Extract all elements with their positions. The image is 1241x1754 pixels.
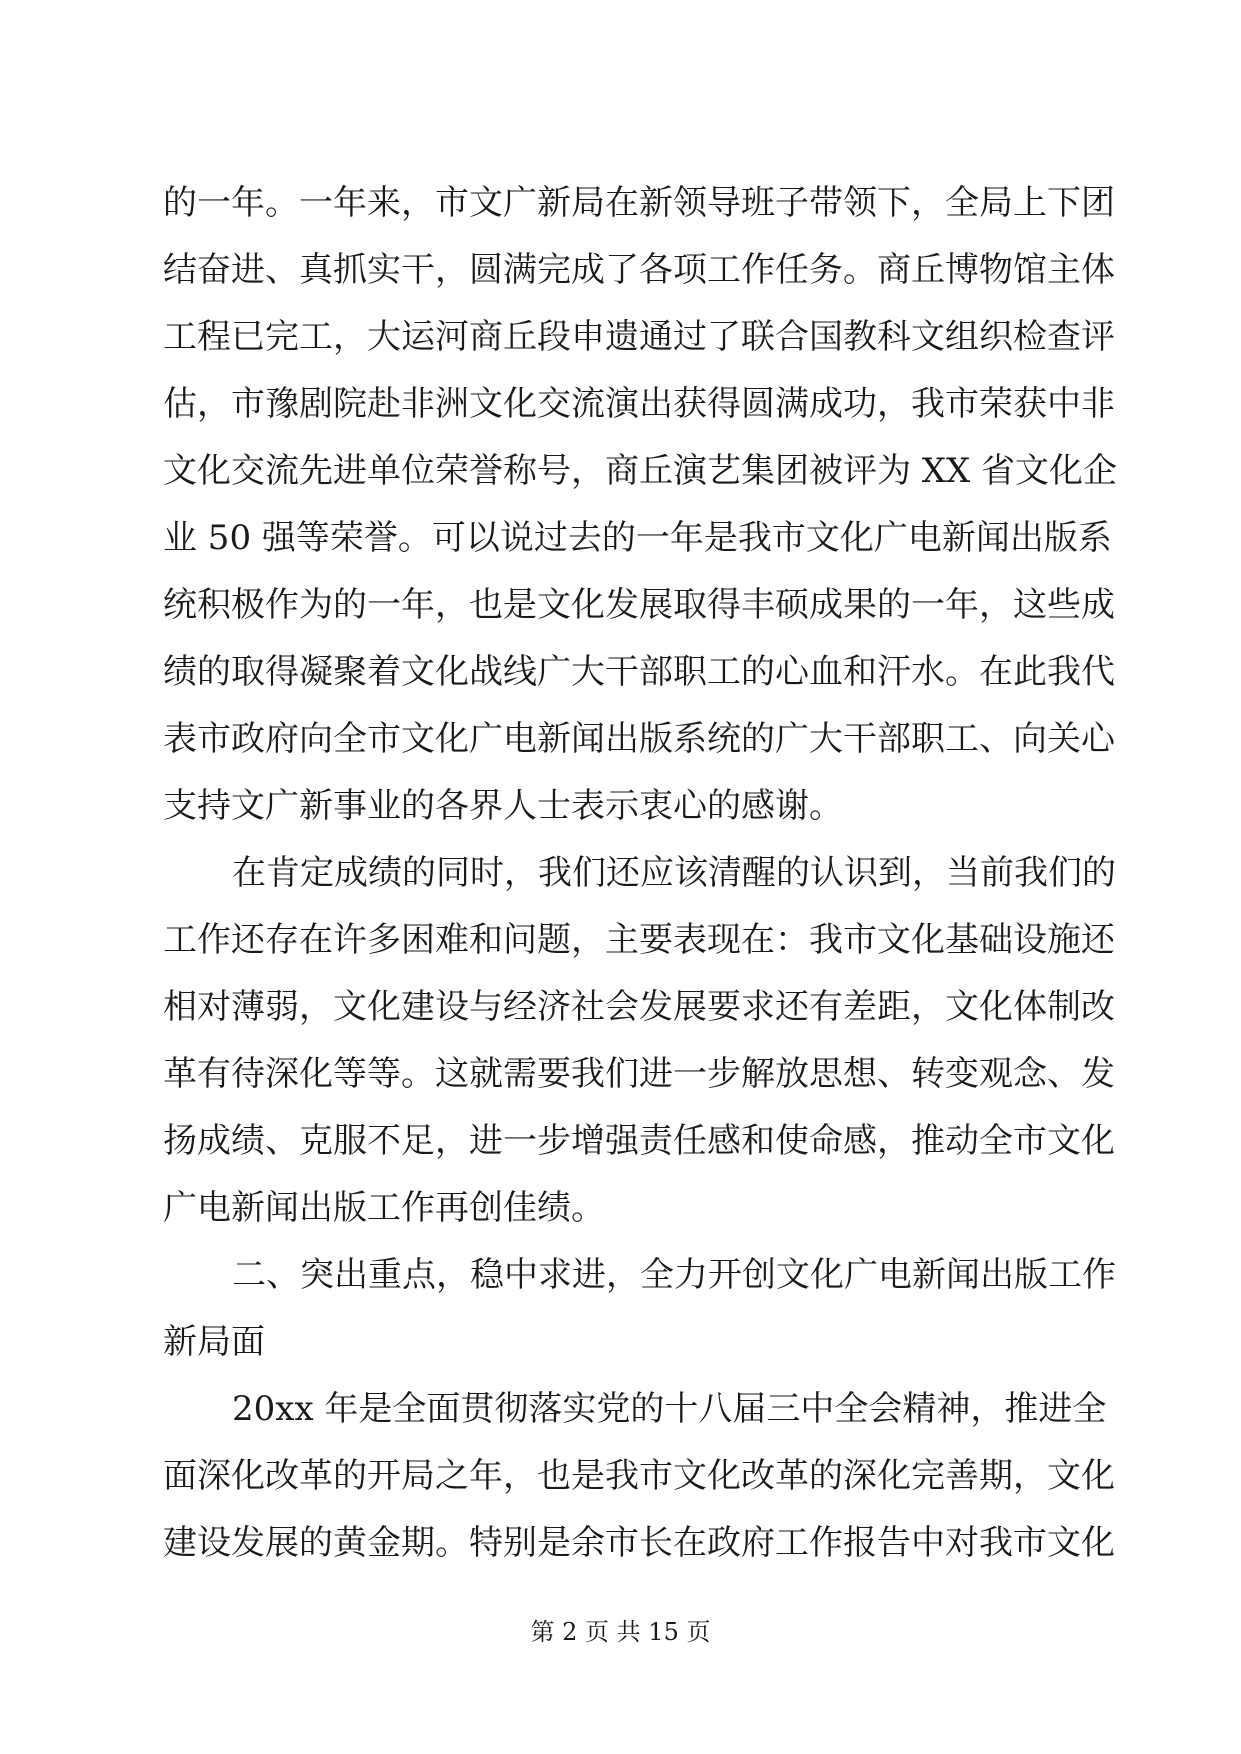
text-line: 结奋进、真抓实干，圆满完成了各项工作任务。商丘博物馆主体 <box>163 250 1115 290</box>
text-line: 绩的取得凝聚着文化战线广大干部职工的心血和汗水。在此我代 <box>163 652 1115 692</box>
text-line: 表市政府向全市文化广电新闻出版系统的广大干部职工、向关心 <box>163 719 1115 759</box>
section-heading-line: 新局面 <box>163 1322 265 1362</box>
text-line: 工程已完工，大运河商丘段申遗通过了联合国教科文组织检查评 <box>163 317 1115 357</box>
text-line: 的一年。一年来，市文广新局在新领导班子带领下，全局上下团 <box>163 183 1115 223</box>
text-line: 业 50 强等荣誉。可以说过去的一年是我市文化广电新闻出版系 <box>163 518 1112 558</box>
text-line: 文化交流先进单位荣誉称号，商丘演艺集团被评为 XX 省文化企 <box>163 451 1118 491</box>
text-line: 估，市豫剧院赴非洲文化交流演出获得圆满成功，我市荣获中非 <box>163 384 1115 424</box>
text-line: 在肯定成绩的同时，我们还应该清醒的认识到，当前我们的 <box>232 853 1116 893</box>
page-number-footer: 第 2 页 共 15 页 <box>530 1618 711 1646</box>
text-line: 相对薄弱，文化建设与经济社会发展要求还有差距，文化体制改 <box>163 987 1115 1027</box>
text-line: 建设发展的黄金期。特别是余市长在政府工作报告中对我市文化 <box>163 1523 1115 1563</box>
text-line: 广电新闻出版工作再创佳绩。 <box>163 1188 605 1228</box>
text-line: 工作还存在许多困难和问题，主要表现在：我市文化基础设施还 <box>163 920 1115 960</box>
section-heading-line: 二、突出重点，稳中求进，全力开创文化广电新闻出版工作 <box>232 1255 1116 1295</box>
text-line: 统积极作为的一年，也是文化发展取得丰硕成果的一年，这些成 <box>163 585 1115 625</box>
text-line: 扬成绩、克服不足，进一步增强责任感和使命感，推动全市文化 <box>163 1121 1115 1161</box>
text-line: 面深化改革的开局之年，也是我市文化改革的深化完善期，文化 <box>163 1456 1115 1496</box>
text-line: 20xx 年是全面贯彻落实党的十八届三中全会精神，推进全 <box>232 1389 1107 1429</box>
text-line: 革有待深化等等。这就需要我们进一步解放思想、转变观念、发 <box>163 1054 1115 1094</box>
text-line: 支持文广新事业的各界人士表示衷心的感谢。 <box>163 786 843 826</box>
